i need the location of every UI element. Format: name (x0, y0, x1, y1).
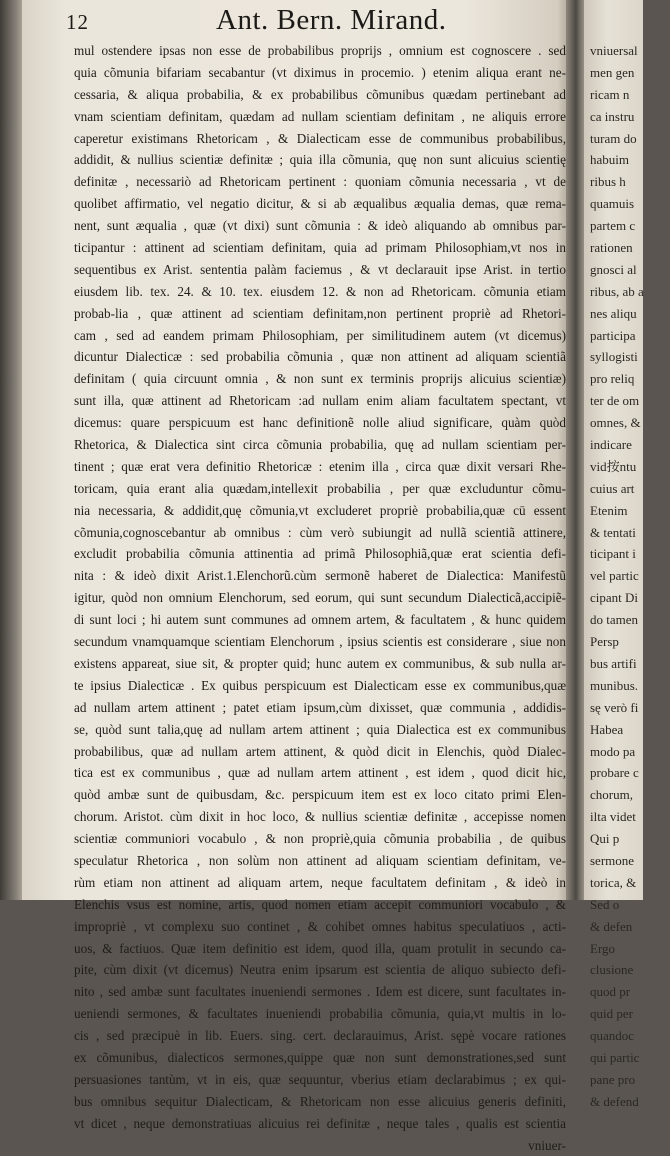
text-line: nita : & ideò dixit Arist.1.Elenchorũ.cùm sermonẽ haberet de Dialectica: Manifestũ (74, 568, 566, 584)
right-page-line: Etenim (590, 502, 628, 518)
right-page-line: quandoc (590, 1028, 635, 1044)
right-page-line: ribus, ab a (590, 283, 644, 299)
right-page-line: participa (590, 327, 636, 343)
right-page-line: sę verò fi (590, 699, 639, 715)
right-page-line: partem c (590, 218, 636, 234)
right-page-line: cuius art (590, 480, 635, 496)
right-page-line: nes aliqu (590, 305, 637, 321)
right-page-line: sermone (590, 852, 635, 868)
page-number: 12 (66, 10, 89, 34)
text-line: nia necessaria, & addidit,quę cõmunia,vt excluderet propriè probabilia,quæ cū essent (74, 502, 566, 518)
right-page-line: & tentati (590, 524, 636, 540)
text-line: cõmunia,cognoscebantur ab omnibus : cùm verò subiungit ad nullã scientiã attinere, (74, 524, 566, 540)
right-page-line: munibus. (590, 677, 639, 693)
text-line: caperetur existimans Rhetoricam , & Dialecticam esse de communibus probabilibus, (74, 130, 566, 146)
right-page-line: ribus h (590, 174, 626, 190)
text-line: nito , sed ambæ sunt facultates inueniendi sermones . Idem est dicere, sunt facultates in- (74, 984, 566, 1000)
text-line: quolibet affirmatio, vel negatio dicitur, & si ab æqualibus æqualia demas, quæ rema- (74, 196, 566, 212)
right-page-line: Qui p (590, 831, 620, 847)
text-line: tica est ex communibus , quæ ad nullam artem attinent , est idem , quod dicit hic, (74, 765, 566, 781)
right-page-line: ca instru (590, 108, 635, 124)
right-page-line: pane pro (590, 1071, 636, 1087)
text-line: vniuer- (528, 1137, 566, 1153)
text-line: ueniendi sermones, & facultates inueniendi probabilia cõmunia, quia,vt multis in lo- (74, 1006, 566, 1022)
text-line: definitam ( quia circuunt omnia , & non sunt ex terminis proprijs alicuius scientiæ) (74, 371, 566, 387)
right-page-line: pro reliq (590, 371, 635, 387)
right-page-text (590, 40, 670, 1113)
text-line: Rhetorica, & Dialectica sint circa cõmunia probabilia, quę ad nullam scientiam per- (74, 437, 566, 453)
page-header (66, 4, 566, 38)
right-page-line: & defend (590, 1093, 639, 1109)
right-page-line: Persp (590, 634, 619, 650)
text-line: secundum vnamquamque scientiam Elenchorum , ipsius scientis est considerare , siue non (74, 634, 566, 650)
text-line: impropriè , vt complexu suo continet , & cohibet omnes habitus speculatiuos , acti- (74, 918, 566, 934)
text-line: uos, & factiuos. Quæ item definitio est idem, quod illa, quam protulit in secundo ca- (74, 940, 566, 956)
right-page-line: quamuis (590, 196, 635, 212)
right-page-line: ticipant i (590, 546, 636, 562)
text-line: sequentibus ex Arist. sententia palàm faciemus , & vt declarauit ipse Arist. in tertio (74, 261, 566, 277)
right-page-line: & defen (590, 918, 633, 934)
text-line: dicemus: quare perspicuum est hanc definitionẽ nolle aliud significare, quàm quòd (74, 415, 566, 431)
text-line: chorum. Aristot. cùm dixit in hoc loco, & nullius scientiæ definitæ , accepisse nomen (74, 809, 566, 825)
right-page-line: indicare (590, 437, 632, 453)
right-page-line: syllogisti (590, 349, 638, 365)
right-page-line: probare c (590, 765, 639, 781)
text-line: addidit, & nullius scientiæ definitæ ; quia illa cõmunia, quę non sunt alicuius scientię (74, 152, 566, 168)
text-line: speculatur Rhetorica , non solùm non attinent ad aliquam scientiam definitam, ve- (74, 852, 566, 868)
text-line: pite, cùm dixit (vt dicemus) Neutra enim ipsarum est scientia de aliquo subiecto defi- (74, 962, 566, 978)
right-page-line: gnosci al (590, 261, 637, 277)
right-page-line: vid按ntu (590, 458, 637, 474)
text-line: vt dicet , neque demonstratiuas alicuius rei definitæ , neque tales , qualis est scientia (74, 1115, 566, 1131)
right-page-line: habuim (590, 152, 629, 168)
right-page-line: do tamen (590, 612, 639, 628)
text-line: persuasiones tantùm, vt in eis, quæ sequuntur, vberius etiam declarabimus ; ex qui- (74, 1071, 566, 1087)
text-line: cessaria, & aliqua probabilia, & ex probabilibus cõmunibus quædam pertinebant ad (74, 86, 566, 102)
text-line: quia cõmunia bifariam secabantur (vt diximus in procemio. ) etenim aliqua erant ne- (74, 64, 566, 80)
text-line: eiusdem lib. tex. 24. & 10. tex. eiusdem 12. & non ad Rhetoricam. cõmunia etiam (74, 283, 566, 299)
right-page-line: vel partic (590, 568, 639, 584)
text-line: te ipsius Dialecticæ . Ex quibus perspicuum est Dialecticam esse ex communibus,quæ (74, 677, 566, 693)
right-page-line: ter de om (590, 393, 640, 409)
running-title: Ant. Bern. Mirand. (216, 4, 447, 36)
right-page-line: rationen (590, 240, 633, 256)
text-line: excludit probabilia cõmunia attinentia ad primã Philosophiã,quæ erat scientia defi- (74, 546, 566, 562)
right-page-line: ricam n (590, 86, 630, 102)
right-page-line: chorum, (590, 787, 633, 803)
right-page (584, 0, 644, 1109)
text-line: nent, sunt æqualia , quæ (vt dixi) sunt cõmunia : & ideò aliquando ab omnibus par- (74, 218, 566, 234)
text-line: existens appareat, siue sit, & propter quid; hunc autem ex communibus, & sub nulla ar- (74, 655, 566, 671)
body-text (74, 40, 566, 1156)
right-page-line: quid per (590, 1006, 633, 1022)
right-page-line: Sed o (590, 896, 620, 912)
right-page-line: men gen (590, 64, 635, 80)
right-page-line: Habea (590, 721, 624, 737)
right-page-line: ilta videt (590, 809, 636, 825)
text-line: sunt illa, quæ attinent ad Rhetoricam :ad nullam enim aliam facultatem spectant, vt (74, 393, 566, 409)
text-line: cam , sed ad eandem primam Philosophiam, per similitudinem autem (vt dicemus) (74, 327, 566, 343)
text-line: probab-lia , quæ attinent ad scientiam definitam,non pertinent propriè ad Rhetori- (74, 305, 566, 321)
text-line: dicuntur Dialecticæ : sed probabilia cõmunia , quæ non attinent ad aliquam scientiã (74, 349, 566, 365)
text-line: definitæ , necessariò ad Rhetoricam pertinent : quoniam cõmunia necessaria , vt de (74, 174, 566, 190)
text-line: ex cõmunibus, dialecticos sermones,quippe quæ non sunt demonstrationes,sed sunt (74, 1049, 566, 1065)
right-page-line: torica, & (590, 874, 637, 890)
text-line: cis , sed præcipuè in lib. Euers. sing. cert. declarauimus, Arist. sępè vocare rationes (74, 1028, 566, 1044)
text-line: mul ostendere ipsas non esse de probabilibus proprijs , omnium est cognoscere . sed (74, 43, 566, 58)
text-line: bus omnibus sequitur Dialecticam, & Rhetoricam non esse alicuius generis definiti, (74, 1093, 566, 1109)
text-line: ticipantur : attinent ad scientiam definitam, quia ad primam Philosophiam,vt nos in (74, 240, 566, 256)
text-line: tinent ; quæ erat vera definitio Rhetoricæ : etenim illa , circa quæ dixit versari Rhe- (74, 458, 566, 474)
text-line: igitur, quòd non omnium Elenchorum, sed eorum, qui sunt secundum Dialecticã,accipiẽ- (74, 590, 566, 606)
right-page-line: omnes, & (590, 415, 641, 431)
text-line: Elenchis vsus est nomine, artis, quod nomen etiam accepit communiori vocabulo , & (74, 896, 566, 912)
right-page-line: cipant Di (590, 590, 639, 606)
text-line: se, quòd sunt talia,quę ad nullam artem attinent ; quia Dialectica est ex communibus (74, 721, 566, 737)
text-line: scientiæ communiori vocabulo , & non propriè,quia cõmunia probabilia , de quibus (74, 831, 566, 847)
text-line: vnam scientiam definitam, quædam ad nullam scientiam definitam , ne aliquis errore (74, 108, 566, 124)
text-line: ad nullam artem attinent ; patet etiam ipsum,cùm dixisset, quæ communia , addidis- (74, 699, 566, 715)
right-page-line: vniuersal (590, 43, 638, 58)
text-line: toricam, quia erant alia quædam,intellexit probabilia , per quæ excluduntur cõmu- (74, 480, 566, 496)
text-line: probabilibus, quæ ad nullam artem attinent, & quòd dicit in Elenchis, quòd Dialec- (74, 743, 566, 759)
right-page-line: quod pr (590, 984, 631, 1000)
right-page-line: turam do (590, 130, 637, 146)
text-line: rùm etiam non attinent ad aliquam artem, neque facultatem definitam , & ideò in (74, 874, 566, 890)
right-page-line: clusione (590, 962, 634, 978)
right-page-line: qui partic (590, 1049, 640, 1065)
text-line: quòd ambæ sunt de quibusdam, &c. perspicuum item est ex loco citato primi Elen- (74, 787, 566, 803)
right-page-line: modo pa (590, 743, 636, 759)
right-page-line: Ergo (590, 940, 616, 956)
right-page-line: bus artifi (590, 655, 637, 671)
text-line: di sunt loci ; hi autem sunt communes ad omnem artem, & facultatem , & hunc quidem (74, 612, 566, 628)
